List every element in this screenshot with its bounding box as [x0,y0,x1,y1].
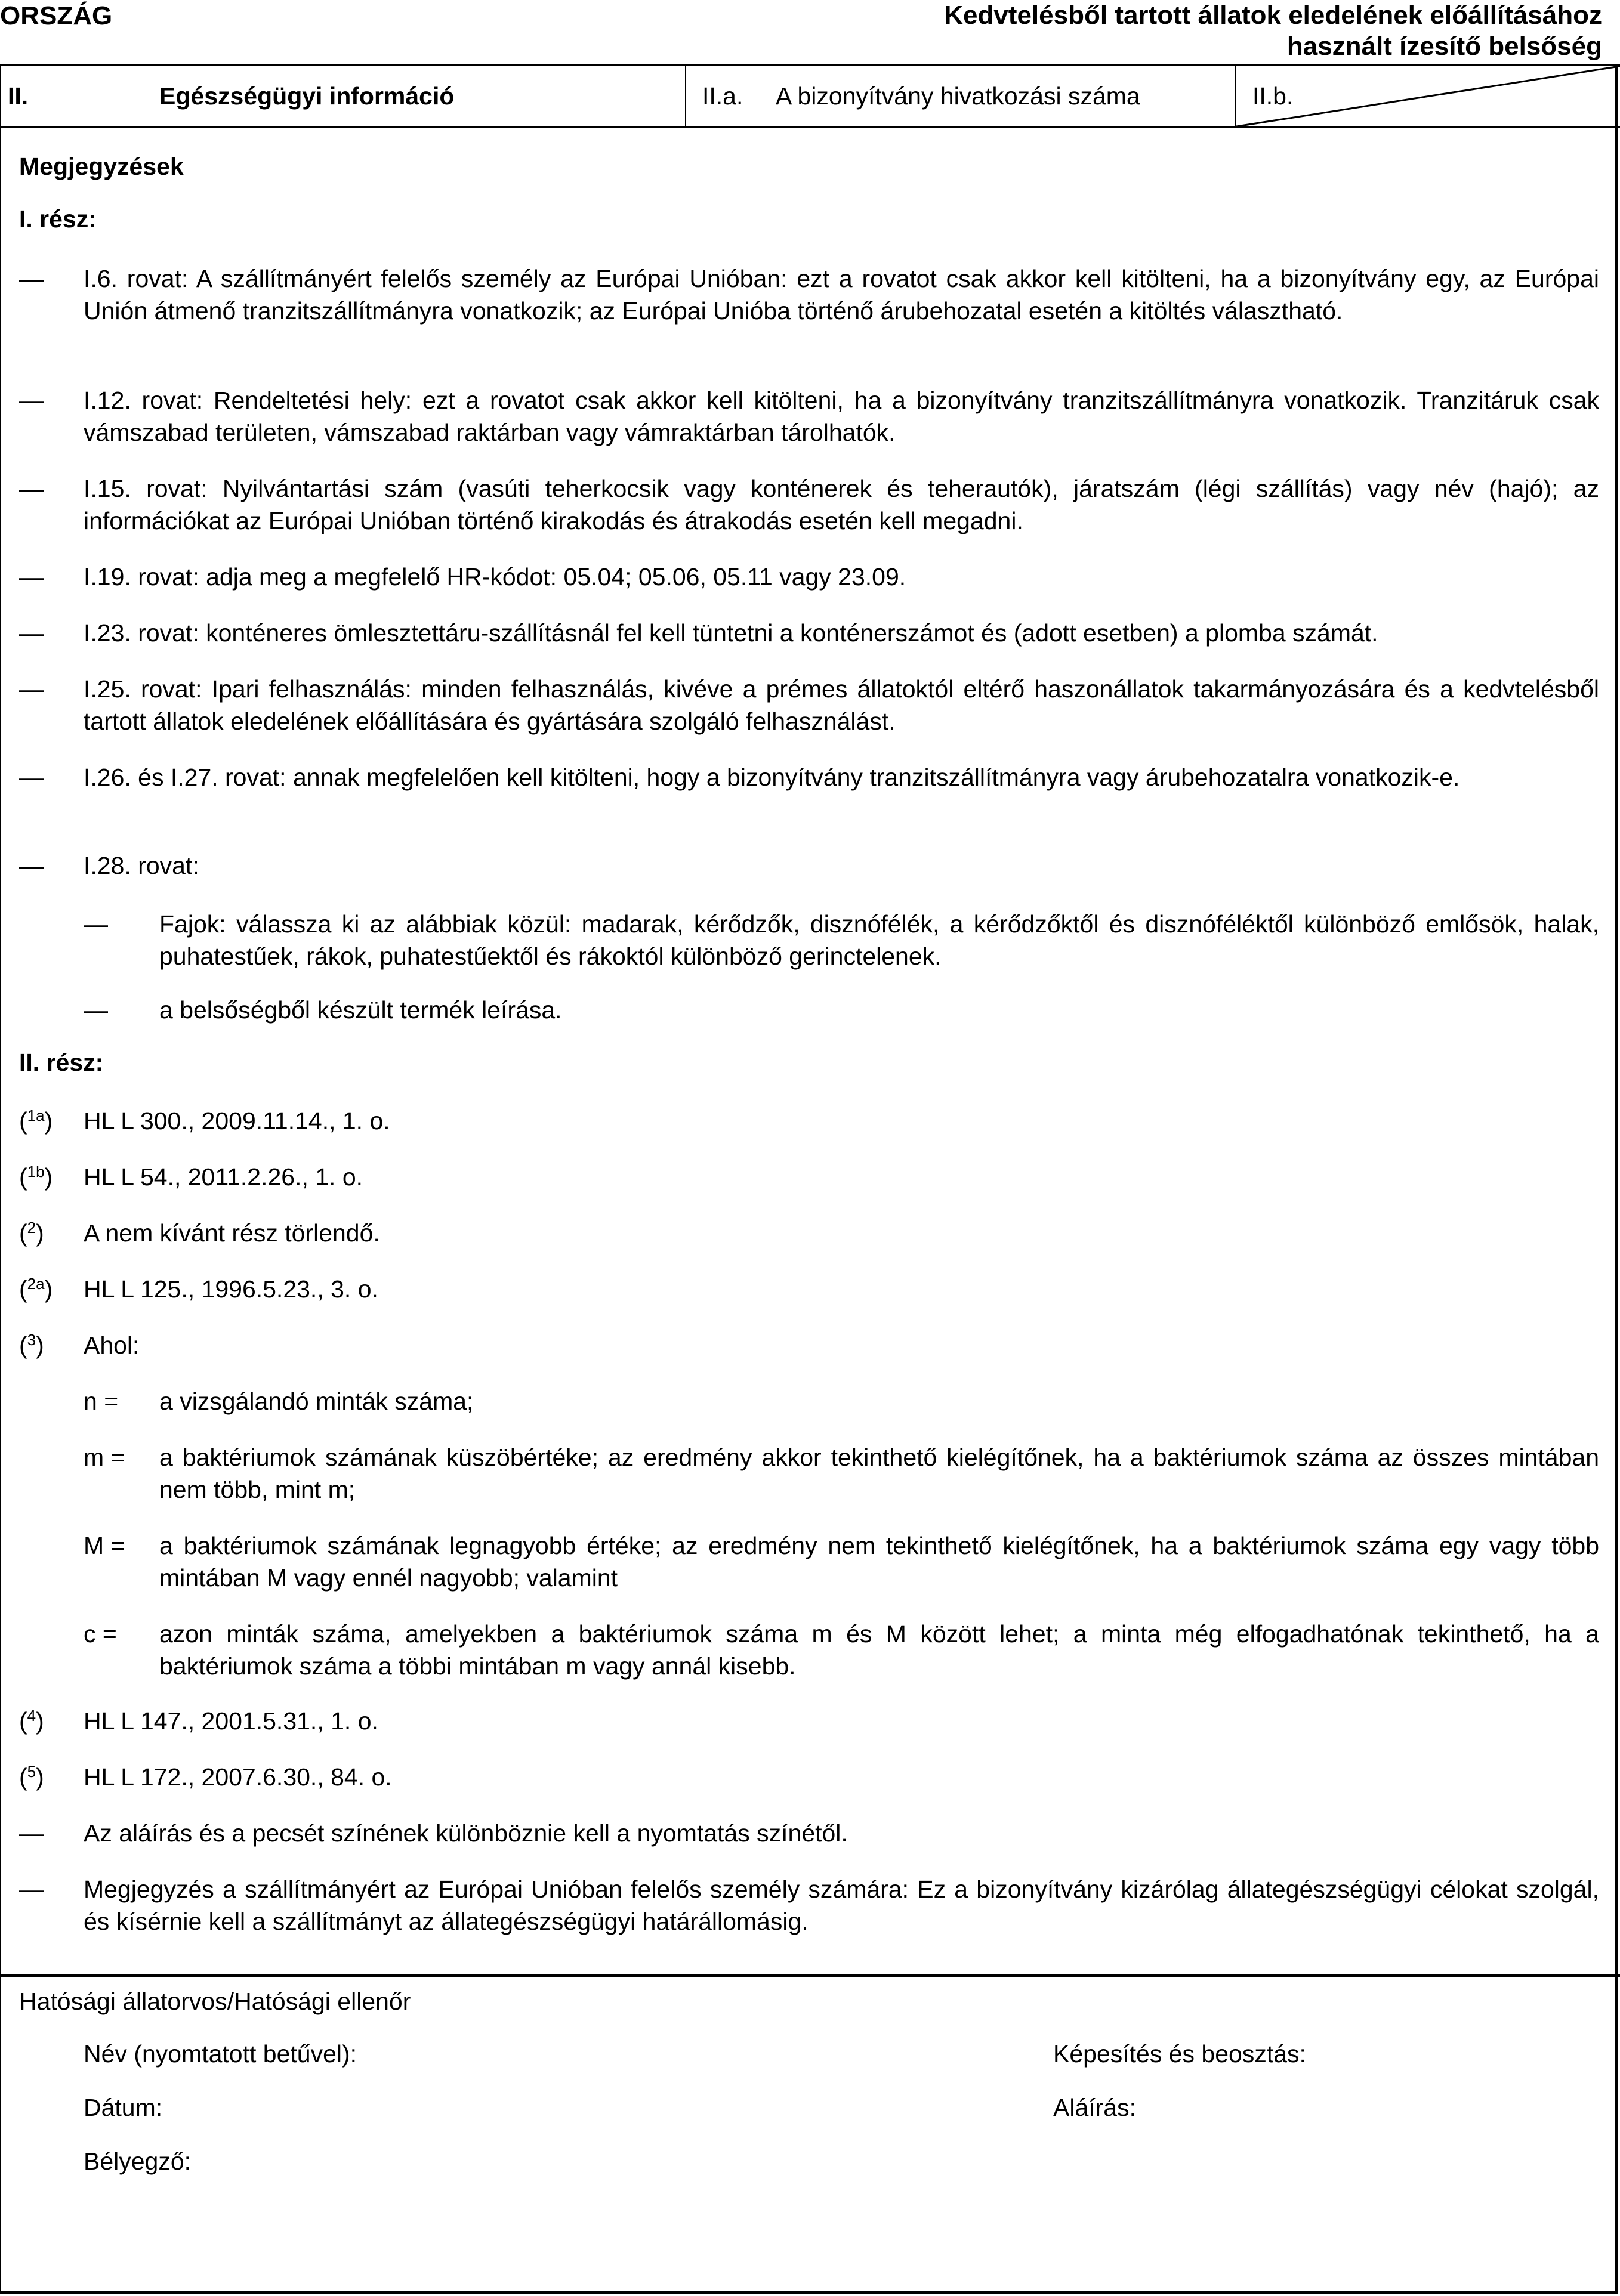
signature-heading: Hatósági állatorvos/Hatósági ellenőr [19,1988,411,2015]
footnote-mark: ($^{1b}$) [19,1163,53,1191]
closing-note-text: Megjegyzés a szállítmányért az Európai Unióban felelős személy számára: Ez a bizonyítvány kizárólag állategészségügyi célokat szolgál, és kísérnie kell a szállítmányt az állategészségügyi határállomásig. [84,1875,1599,1935]
definition-text: a baktériumok számának legnagyobb értéke; az eredmény nem tekinthető kielégítőnek, ha a baktériumok száma egy vagy több mintában M vagy ennél nagyobb; valamint [159,1532,1599,1592]
footnote-mark: ($^{2a}$) [19,1275,53,1303]
section-number: II. [8,82,29,110]
dash-bullet: — [19,563,44,591]
signature-field-label[interactable]: Aláírás: [1053,2094,1136,2121]
note-text: I.19. rovat: adja meg a megfelelő HR-kódot: 05.04; 05.06, 05.11 vagy 23.09. [84,563,906,591]
definition-key: c = [84,1620,117,1648]
dash-bullet: — [19,852,44,879]
note-text: I.23. rovat: konténeres ömlesztettáru-szállításnál fel kell tüntetni a konténerszámot és (adott esetben) a plomba számát. [84,619,1378,647]
definition-text: azon minták száma, amelyekben a baktériumok száma m és M között lehet; a minta még elfogadhatónak tekinthető, ha a baktériumok száma a többi mintában m vagy annál kisebb. [159,1620,1599,1680]
dash-bullet: — [19,265,44,292]
definition-text: a vizsgálandó minták száma; [159,1388,474,1415]
document-title-line2: használt ízesítő belsőség [1286,32,1602,61]
crossed-out-diagonal [1236,64,1620,128]
dash-bullet: — [19,764,44,791]
note-text: I.15. rovat: Nyilvántartási szám (vasúti teherkocsik vagy konténerek és teherautók), járatszám (légi szállítás) vagy név (hajó); az információkat az Európai Unióban történő kirakodás és átrakodás esetén kell megadni. [84,475,1599,534]
closing-note-text: Az aláírás és a pecsét színének különböznie kell a nyomtatás színétől. [84,1819,848,1847]
qualification-field-label[interactable]: Képesítés és beosztás: [1053,2040,1306,2068]
dash-bullet: — [84,910,108,938]
note-text: I.26. és I.27. rovat: annak megfelelően kell kitölteni, hogy a bizonyítvány tranzitszállítmányra vagy árubehozatalra vonatkozik-e. [84,764,1460,791]
date-field-label[interactable]: Dátum: [84,2094,163,2121]
dash-bullet: — [19,1875,44,1903]
iib-label: II.b. [1252,82,1294,110]
section-divider [0,1974,1620,1977]
reference-number-label: A bizonyítvány hivatkozási száma [776,82,1140,110]
dash-bullet: — [19,619,44,647]
document-title-line1: Kedvtelésből tartott állatok eledelének előállításához [944,1,1602,30]
stamp-field-label[interactable]: Bélyegző: [84,2147,192,2175]
footnote-mark: ($^{1a}$) [19,1107,53,1135]
footnote-text: HL L 300., 2009.11.14., 1. o. [84,1107,390,1135]
footnote-text: A nem kívánt rész törlendő. [84,1219,380,1247]
dash-bullet: — [19,1819,44,1847]
country-label: ORSZÁG [0,1,113,30]
dash-bullet: — [19,387,44,414]
footnote-mark: ($^2$) [19,1219,44,1247]
note-text: I.28. rovat: [84,852,199,879]
footnote-text: Ahol: [84,1331,140,1359]
footnote-text: HL L 54., 2011.2.26., 1. o. [84,1163,363,1191]
note-text: I.25. rovat: Ipari felhasználás: minden felhasználás, kivéve a prémes állatoktól eltérő haszonállatok takarmányozására és a kedvtelésből tartott állatok eledelének előállítására és gyártására szolgáló felhasználást. [84,675,1599,735]
footnote-mark: ($^5$) [19,1763,44,1791]
dash-bullet: — [19,475,44,502]
part1-heading: I. rész: [19,205,97,233]
footnote-text: HL L 147., 2001.5.31., 1. o. [84,1707,378,1735]
definition-key: M = [84,1532,125,1559]
note-text: I.6. rovat: A szállítmányért felelős személy az Európai Unióban: ezt a rovatot csak akkor kell kitölteni, ha a bizonyítvány egy, az Európai Unión átmenő tranzitszállítmányra vonatkozik; az Európai Unióba történő árubehozatal esetén a kitöltés választható. [84,265,1599,325]
reference-number-cell[interactable] [686,66,1236,126]
note-subtext: Fajok: válassza ki az alábbiak közül: madarak, kérődzők, disznófélék, a kérődzőktől és disznóféléktől különböző emlősök, halak, puhatestűek, rákok, puhatestűektől és rákoktól különböző gerinctelenek. [159,910,1599,970]
note-text: I.12. rovat: Rendeltetési hely: ezt a rovatot csak akkor kell kitölteni, ha a bizonyítvány tranzitszállítmányra vonatkozik. Tranzitáruk csak vámszabad területen, vámszabad raktárban vagy vámraktárban tárolhatók. [84,387,1599,446]
footnote-mark: ($^4$) [19,1707,44,1735]
reference-number-code: II.a. [702,82,743,110]
definition-text: a baktériumok számának küszöbértéke; az eredmény akkor tekinthető kielégítőnek, ha a baktériumok száma az összes mintában nem több, mint m; [159,1444,1599,1503]
footnote-text: HL L 125., 1996.5.23., 3. o. [84,1275,378,1303]
definition-key: m = [84,1444,125,1471]
notes-heading: Megjegyzések [19,153,184,180]
footnote-text: HL L 172., 2007.6.30., 84. o. [84,1763,392,1791]
definition-key: n = [84,1388,119,1415]
name-field-label[interactable]: Név (nyomtatott betűvel): [84,2040,357,2068]
note-subtext: a belsőségből készült termék leírása. [159,996,562,1024]
dash-bullet: — [84,996,108,1024]
dash-bullet: — [19,675,44,703]
section-title: Egészségügyi információ [159,82,455,110]
footnote-mark: ($^3$) [19,1331,44,1359]
part2-heading: II. rész: [19,1049,104,1076]
section-title-cell [0,66,686,126]
document-title [944,0,1602,62]
